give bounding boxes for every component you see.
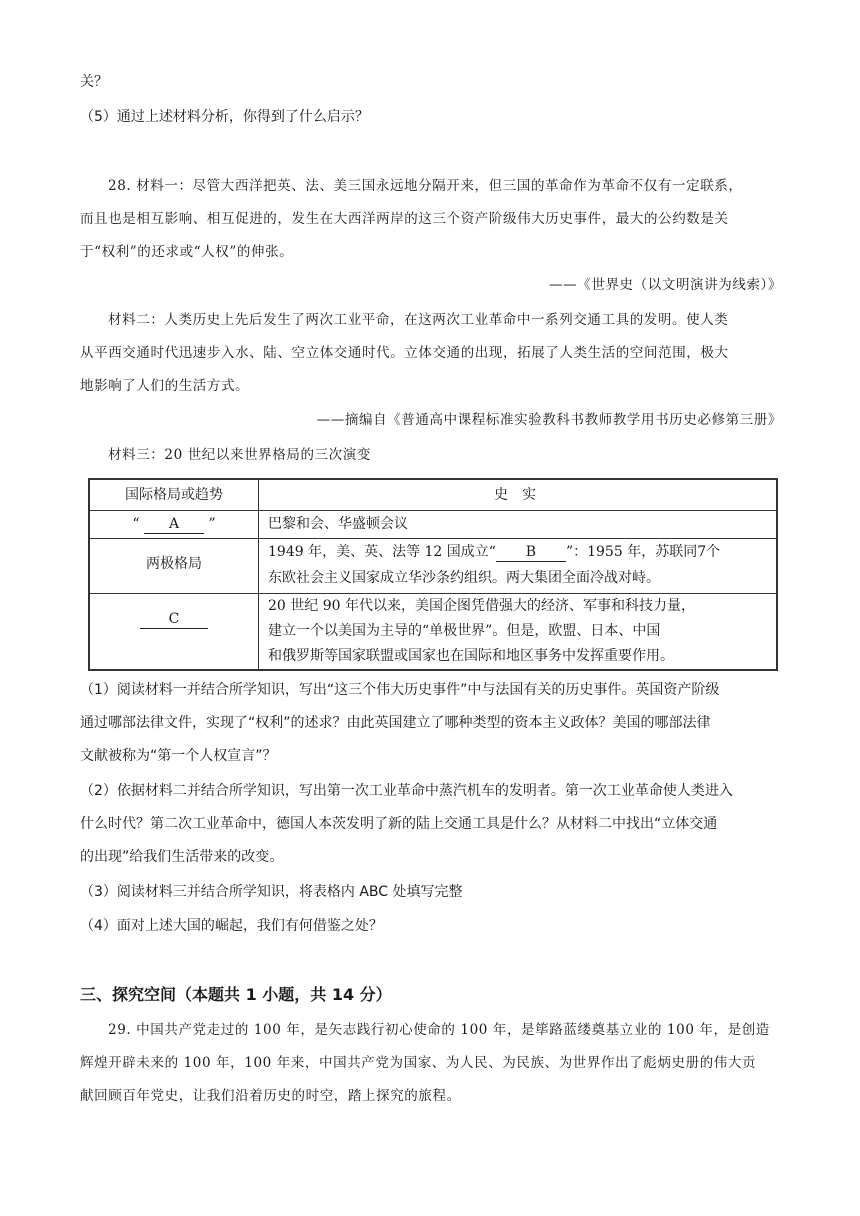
q27-tail-text: 关？ xyxy=(80,74,108,90)
q28-material1-line3: 于“权利”的还求或“人权”的伸张。 xyxy=(80,244,294,260)
q28-question4: （4）面对上述大国的崛起，我们有何借鉴之处？ xyxy=(80,918,383,934)
blank-c: C xyxy=(140,610,208,629)
q28-question2-line2: 什么时代？第二次工业革命中，德国人本茨发明了新的陆上交通工具是什么？从材料二中找出“立体交通 xyxy=(80,816,718,832)
row-b-text-after: ”：1955 年，苏联同7个 xyxy=(565,544,721,560)
close-quote: ” xyxy=(208,516,216,532)
table-row-c-right-line3: 和俄罗斯等国家联盟或国家也在国际和地区事务中发挥重要作用。 xyxy=(268,648,674,664)
q28-question2-line3: 的出现”给我们生活带来的改变。 xyxy=(80,849,284,865)
table-row-a-left xyxy=(90,511,258,538)
q27-question-5: （5）通过上述材料分析，你得到了什么启示？ xyxy=(80,109,369,125)
q28-question3: （3）阅读材料三并结合所学知识，将表格内 ABC 处填写完整 xyxy=(80,884,463,900)
blank-b: B xyxy=(496,543,566,562)
q28-material2-line1: 材料二：人类历史上先后发生了两次工业平命，在这两次工业革命中一系列交通工具的发明。使人类 xyxy=(108,312,729,328)
q28-material1-source: ——《世界史（以文明演讲为线索）》 xyxy=(549,277,782,293)
q28-material3-title: 材料三：20 世纪以来世界格局的三次演变 xyxy=(108,447,371,463)
blank-a: A xyxy=(144,515,204,534)
q28-question1-line3: 文献被称为“第一个人权宣言”？ xyxy=(80,748,277,764)
table-row-a-right: 巴黎和会、华盛顿会议 xyxy=(268,516,408,532)
q29-line1: 29. 中国共产党走过的 100 年，是矢志践行初心使命的 100 年，是筚路蓝缕奠基立业的 100 年，是创造 xyxy=(108,1022,770,1038)
q28-question2-line1: （2）依据材料二并结合所学知识，写出第一次工业革命中蒸汽机车的发明者。第一次工业革命使人类进入 xyxy=(80,783,733,799)
q29-line2: 辉煌开辟未来的 100 年，100 年来，中国共产党为国家、为人民、为民族、为世界作出了彪炳史册的伟大贡 xyxy=(80,1055,757,1071)
table-row-bipolar-right-line2: 东欧社会主义国家成立华沙条约组织。两大集团全面冷战对峙。 xyxy=(268,570,660,586)
world-pattern-table xyxy=(88,478,778,671)
table-row-bipolar-right-line1 xyxy=(268,539,772,566)
table-row-c-right-line2: 建立一个以美国为主导的“单极世界”。但是，欧盟、日本、中国 xyxy=(268,623,661,639)
q29-line3: 献回顾百年党史，让我们沿着历史的时空，踏上探究的旅程。 xyxy=(80,1088,461,1104)
open-quote: “ xyxy=(132,516,140,532)
table-row-c-right-line1: 20 世纪 90 年代以来，美国企图凭借强大的经济、军事和科技力量， xyxy=(268,598,695,614)
q28-material2-line2: 从平西交通时代迅速步入水、陆、空立体交通时代。立体交通的出现，拓展了人类生活的空间范围，极大 xyxy=(80,345,729,361)
table-row-c-left xyxy=(90,606,258,633)
q28-question1-line2: 通过哪部法律文件，实现了“权利”的述求？由此英国建立了哪种类型的资本主义政体？美国的哪部法律 xyxy=(80,715,711,731)
row-b-text-before: 1949 年，美、英、法等 12 国成立“ xyxy=(268,544,496,560)
q28-question1-line1: （1）阅读材料一并结合所学知识，写出“这三个伟大历史事件”中与法国有关的历史事件。英国资产阶级 xyxy=(80,682,720,698)
q28-material1-line1: 28. 材料一：尽管大西洋把英、法、美三国永远地分隔开来，但三国的革命作为革命不仅有一定联系， xyxy=(108,178,743,194)
q28-material1-line2: 而且也是相互影响、相互促进的，发生在大西洋两岸的这三个资产阶级伟大历史事件，最大的公约数是关 xyxy=(80,211,729,227)
q28-material2-line3: 地影响了人们的生活方式。 xyxy=(80,378,250,394)
table-header-right: 史 实 xyxy=(494,487,536,503)
table-row-bipolar-left: 两极格局 xyxy=(146,556,202,572)
q28-material2-source: ——摘编自《普通高中课程标准实验教科书教师教学用书历史必修第三册》 xyxy=(316,412,782,428)
table-header-left: 国际格局或趋势 xyxy=(125,487,223,503)
section3-heading: 三、探究空间（本题共 1 小题，共 14 分） xyxy=(80,985,392,1004)
